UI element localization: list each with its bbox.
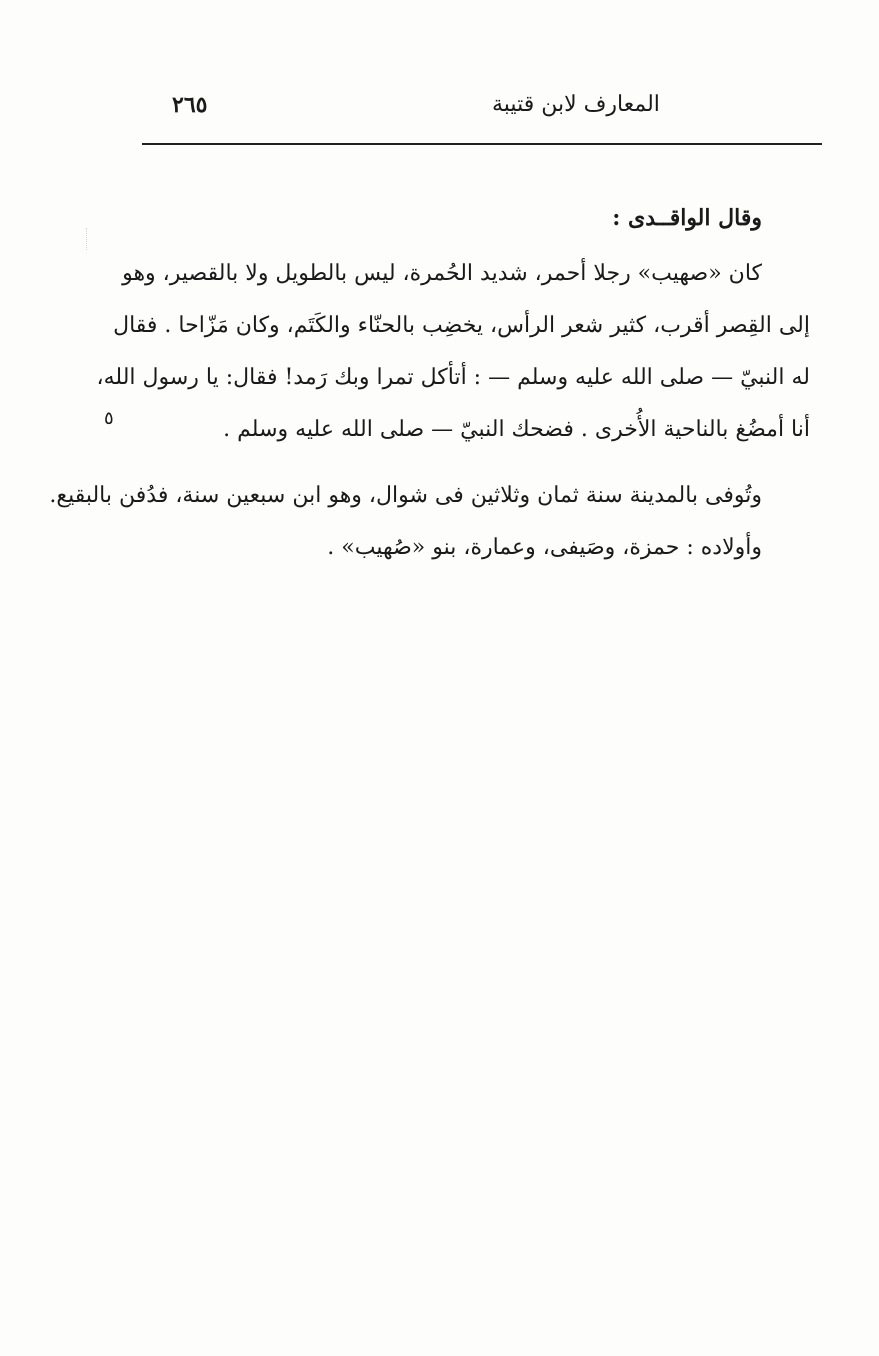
page-header <box>142 88 822 128</box>
page-number: ٢٦٥ <box>172 92 208 118</box>
header-rule <box>142 143 822 145</box>
text-line: له النبيّ — صلى الله عليه وسلم — : أتأكل تمرا وبك رَمد! فقال: يا رسول الله، <box>96 365 810 390</box>
running-title: المعارف لابن قتيبة <box>492 92 660 117</box>
line-number-marker: ٥ <box>104 408 114 429</box>
text-line: أنا أمضُغ بالناحية الأُخرى . فضحك النبيّ — صلى الله عليه وسلم . <box>223 417 810 442</box>
children-paragraph: وأولاده : حمزة، وصَيفى، وعمارة، بنو «صُهيب» . <box>327 535 762 560</box>
section-heading: وقال الواقــدى : <box>612 205 762 231</box>
text-line: إلى القِصر أقرب، كثير شعر الرأس، يخضِب بالحنّاء والكَتَم، وكان مَزّاحا . فقال <box>113 313 810 338</box>
death-paragraph: وتُوفى بالمدينة سنة ثمان وثلاثين فى شوال، وهو ابن سبعين سنة، فدُفن بالبقيع. <box>49 483 762 508</box>
body-text <box>49 192 810 574</box>
text-line: كان «صهيب» رجلا أحمر، شديد الحُمرة، ليس بالطويل ولا بالقصير، وهو <box>122 261 762 286</box>
paper-speck <box>86 228 95 250</box>
